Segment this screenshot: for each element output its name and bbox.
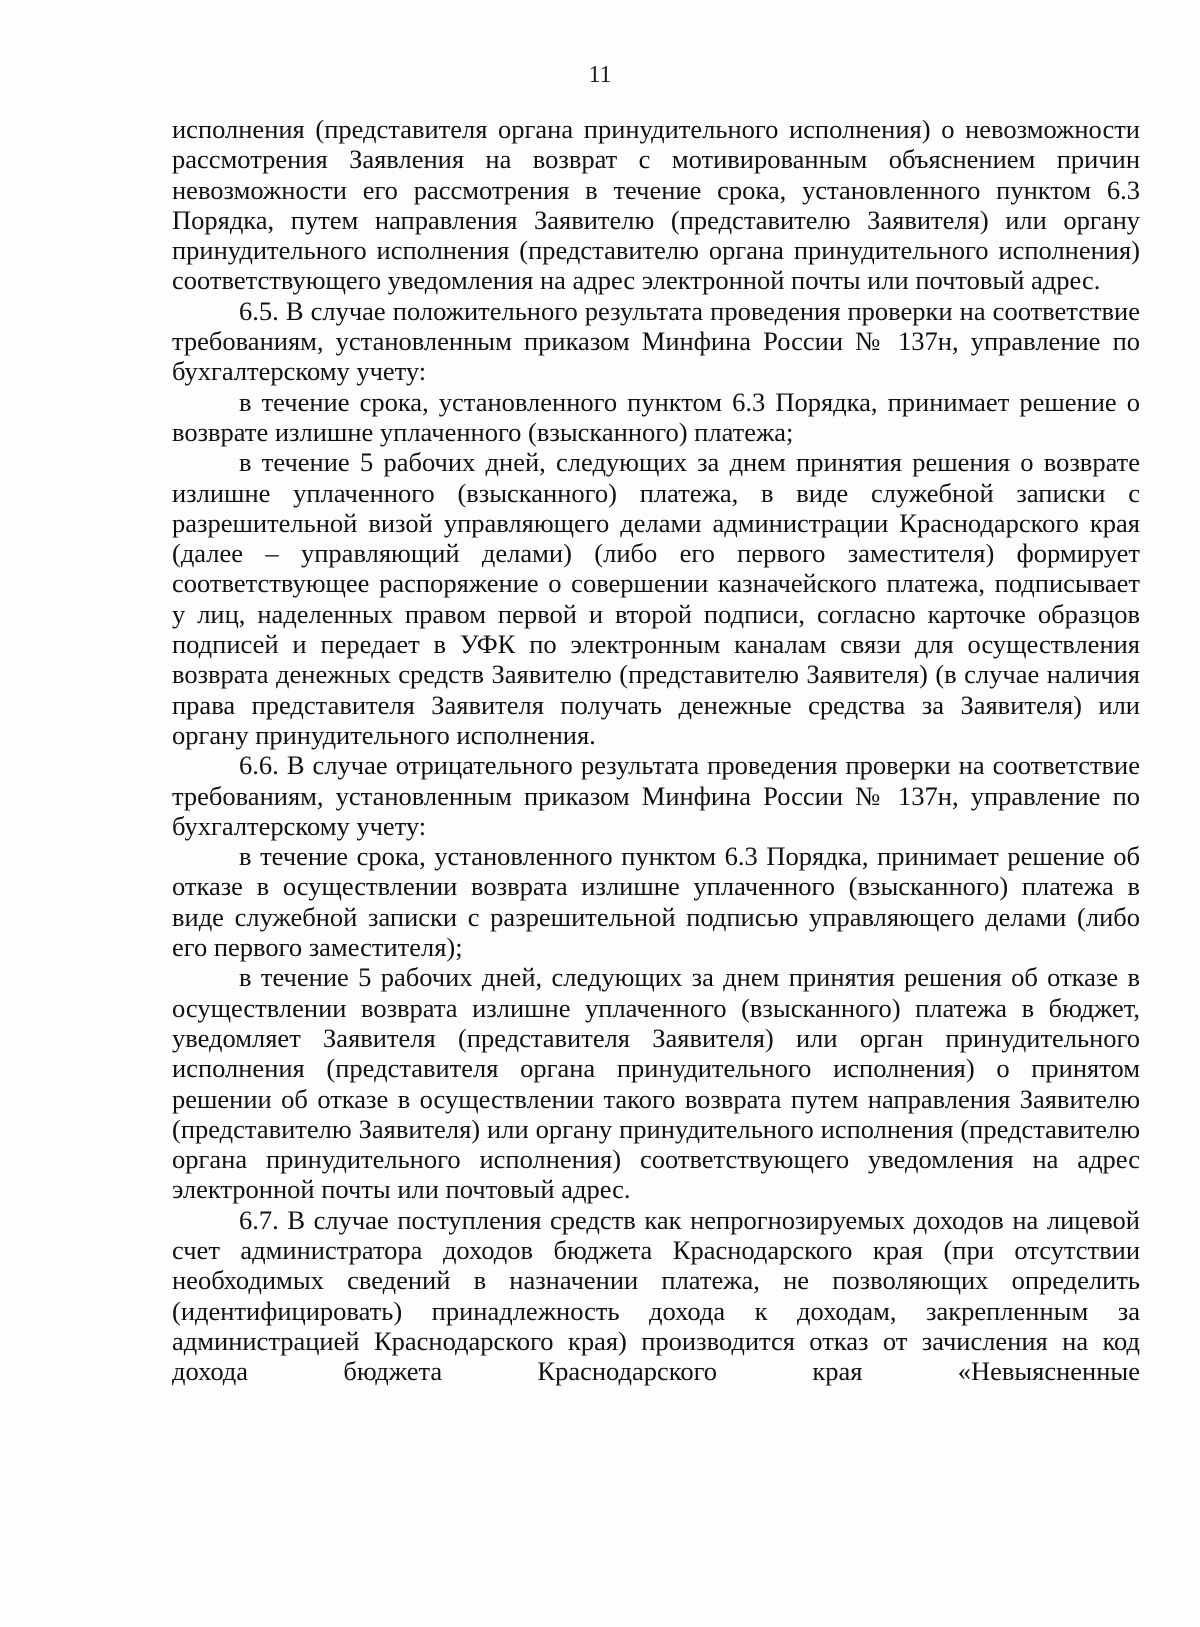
paragraph-6-6-refusal-decision: в течение срока, установленного пунктом 6.3 Порядка, принимает решение об отказе в осуществлении возврата излишне уплаченного (взысканного) платежа в виде служебной записки с разрешительной подписью управляющего делами (либо его первого заместителя);	[172, 841, 1140, 963]
paragraph-6-5: 6.5. В случае положительного результата проведения проверки на соответствие требованиям, установленным приказом Минфина России № 137н, управление по бухгалтерскому учету:	[172, 295, 1140, 387]
paragraph-6-5-decision: в течение срока, установленного пунктом 6.3 Порядка, принимает решение о возврате излишне уплаченного (взысканного) платежа;	[172, 386, 1140, 447]
paragraph-6-5-payment-order: в течение 5 рабочих дней, следующих за днем принятия решения о возврате излишне уплаченного (взысканного) платежа, в виде служебной записки с разрешительной визой управляющего делами администрации Краснодарского края (далее – управляющий делами) (либо его первого заместителя) формирует соответствующее распоряжение о совершении казначейского платежа, подписывает у лиц, наделенных правом первой и второй подписи, согласно карточке образцов подписей и передает в УФК по электронным каналам связи для осуществления возврата денежных средств Заявителю (представителю Заявителя) (в случае наличия права представителя Заявителя получать денежные средства за Заявителя) или органу принудительного исполнения.	[172, 447, 1140, 750]
paragraph-continuation: исполнения (представителя органа принудительного исполнения) о невозможности рассмотрения Заявления на возврат с мотивированным объяснением причин невозможности его рассмотрения в течение срока, установленного пунктом 6.3 Порядка, путем направления Заявителю (представителю Заявителя) или органу принудительного исполнения (представителю органа принудительного исполнения) соответствующего уведомления на адрес электронной почты или почтовый адрес.	[172, 114, 1140, 296]
paragraph-6-6-notification: в течение 5 рабочих дней, следующих за днем принятия решения об отказе в осуществлении возврата излишне уплаченного (взысканного) платежа в бюджет, уведомляет Заявителя (представителя Заявителя) или орган принудительного исполнения (представителя органа принудительного исполнения) о принятом решении об отказе в осуществлении такого возврата путем направления Заявителю (представителю Заявителя) или органу принудительного исполнения (представителю органа принудительного исполнения) соответствующего уведомления на адрес электронной почты или почтовый адрес.	[172, 962, 1140, 1205]
paragraph-6-7: 6.7. В случае поступления средств как непрогнозируемых доходов на лицевой счет администратора доходов бюджета Краснодарского края (при отсутствии необходимых сведений в назначении платежа, не позволяющих определить (идентифицировать) принадлежность дохода к доходам, закрепленным за администрацией Краснодарского края) производится отказ от зачисления на код дохода бюджета Краснодарского края «Невыясненные	[172, 1204, 1140, 1387]
page-number: 11	[588, 62, 612, 88]
paragraph-6-6: 6.6. В случае отрицательного результата проведения проверки на соответствие требованиям, установленным приказом Минфина России № 137н, управление по бухгалтерскому учету:	[172, 750, 1140, 841]
document-body	[172, 114, 1140, 1386]
